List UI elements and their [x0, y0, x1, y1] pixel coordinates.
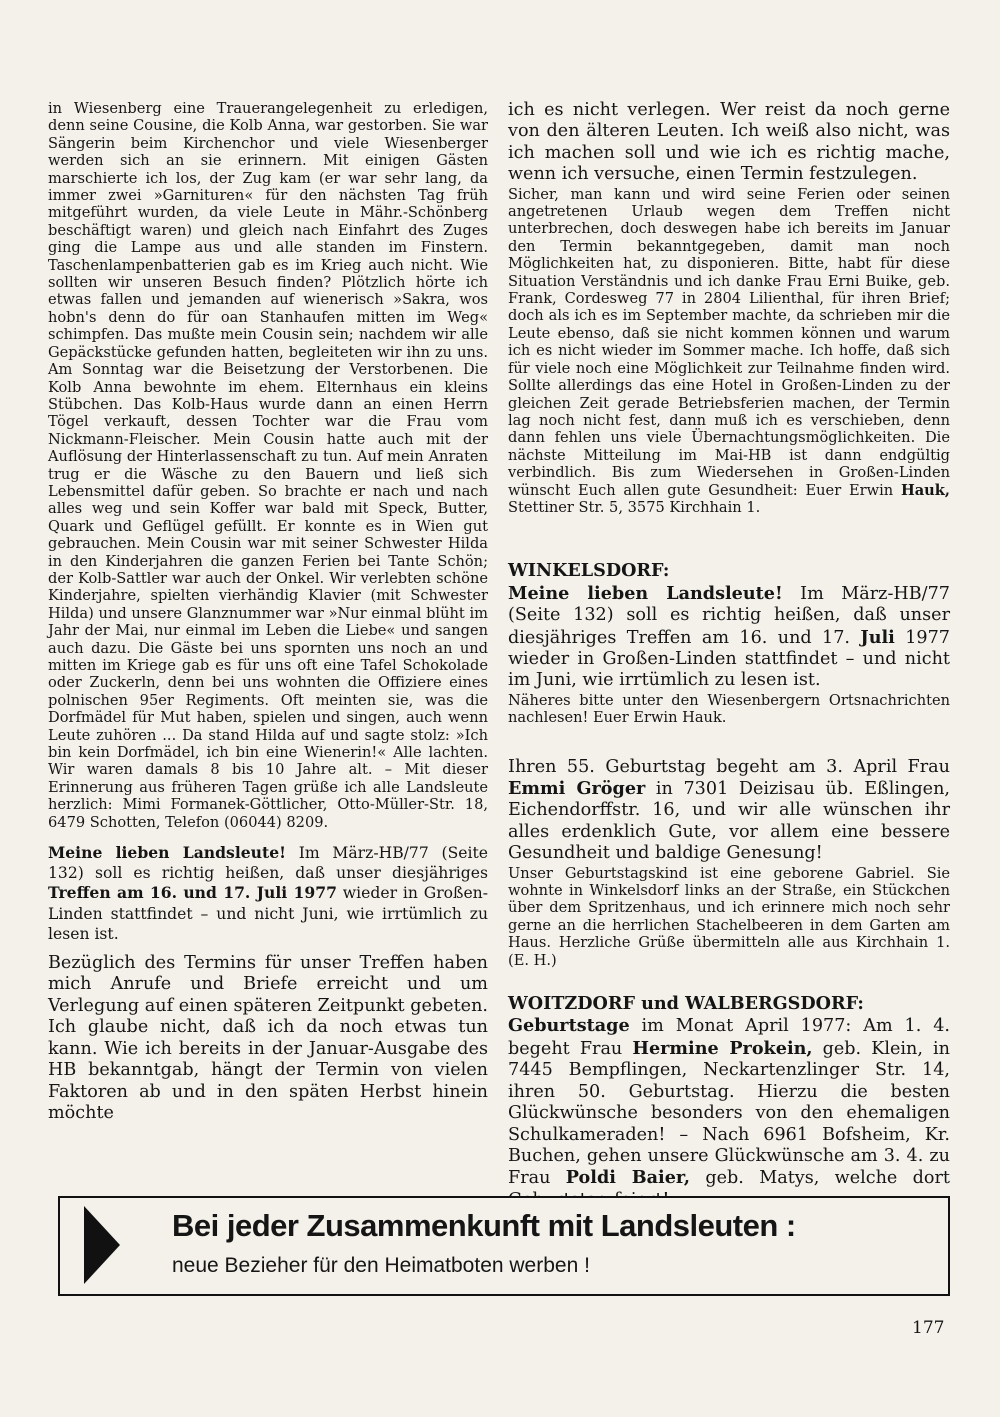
birthday-person: Emmi Gröger	[508, 778, 646, 799]
salutation: Meine lieben Landsleute!	[48, 843, 286, 863]
terms-continued: ich es nicht verlegen. Wer reist da noch gerne von den älteren Leuten. Ich weiß also nicht, was ich machen soll und wie ich es richtig mache, wenn ich versuche, einen Termin festzulegen.	[508, 100, 950, 185]
correction-notice: Meine lieben Landsleute! Im März-HB/77 (Seite 132) soll es richtig heißen, daß unser diesjähriges Treffen am 16. und 17. Juli 1977 wieder in Großen-Linden stattfindet – und nicht Juni, wie irrtümlich zu lesen ist.	[48, 843, 488, 943]
winkelsdorf-note: Näheres bitte unter den Wiesenbergern Ortsnachrichten nachlesen! Euer Erwin Hauk.	[508, 691, 950, 727]
left-column	[48, 100, 488, 1124]
memoir-paragraph: in Wiesenberg eine Trauerangelegenheit zu erledigen, denn seine Cousine, die Kolb Anna, war gestorben. Sie war Sängerin beim Kirchenchor und viele Wiesenberger werden sich an sie erinnern. Mit einigen Gästen marschierte ich los, der Zug kam (er war sehr lang, da immer zwei »Garnituren« für den nächsten Tag früh mitgeführt wurden, da viele Leute in Mähr.-Schönberg beschäftigt waren) und gleich nach Einfahrt des Zuges ging die Lampe aus und alle standen im Finstern. Taschenlampenbatterien gab es im Krieg auch nicht. Wie sollten wir unseren Besuch finden? Plötzlich hörte ich etwas fallen und jemanden auf wienerisch »Sakra, wos hobn's denn do für oan Stanhaufen mitten im Weg« schimpfen. Das mußte mein Cousin sein; nachdem wir alle Gepäckstücke gefunden hatten, begleiteten wir ihn zu uns. Am Sonntag war die Beisetzung der Verstorbenen. Die Kolb Anna bewohnte im ehem. Elternhaus ein kleins Stübchen. Das Kolb-Haus wurde dann an einen Herrn Tögel verkauft, dessen Tochter war die Frau vom Nickmann-Fleischer. Mein Cousin hatte auch mit der Auflösung der Hinterlassenschaft zu tun. Auf mein Anraten trug er die Wäsche zu den Bauern und ließ sich Lebensmittel dafür geben. So brachte er nach und nach alles weg und sein Koffer war bald mit Speck, Butter, Quark und Geflügel gefüllt. Er konnte es in Wien gut gebrauchen. Mein Cousin war mit seiner Schwester Hilda in den Kinderjahren die ganzen Ferien bei Tante Schön; der Kolb-Sattler war auch der Onkel. Wir verlebten schöne Kinderjahre, spielten vierhändig Klavier (mit Schwester Hilda) und unsere Glanznummer war »Nur einmal blüht im Jahr der Mai, nur einmal im Leben die Liebe« und sangen auch dazu. Die Gäste bei uns spornten uns noch an und mitten im Kriege gab es für uns oft eine Tafel Schokolade oder Zuckerln, denn bei uns wohnten die Offiziere eines polnischen 95er Regiments. Oft meinten sie, was die Dorfmädel für Mut haben, spielen und singen, auch wenn Leute zuhören ... Da stand Hilda auf und sagte stolz: »Ich bin kein Dorfmädel, ich bin eine Wienerin!« Alle lachten. Wir waren damals 8 bis 10 Jahre alt. – Mit dieser Erinnerung aus früheren Tagen grüße ich alle Landsleute herzlich: Mimi Formanek-Göttlicher, Otto-Müller-Str. 18, 6479 Schotten, Telefon (06044) 8209.	[48, 100, 488, 831]
woitzdorf-heading: WOITZDORF und WALBERGSDORF:	[508, 993, 864, 1015]
right-column	[508, 100, 950, 1211]
woitzdorf-birthdays: Geburtstage im Monat April 1977: Am 1. 4. begeht Frau Hermine Prokein, geb. Klein, in 7445 Bempflingen, Neckartenzlinger Str. 14, ihren 50. Geburtstag. Hierzu die besten Glückwünsche besonders von den ehemaligen Schulkameraden! – Nach 6961 Bofsheim, Kr. Buchen, gehen unsere Glückwünsche am 3. 4. zu Frau Poldi Baier, geb. Matys, welche dort	[508, 1015, 950, 1189]
banner-subline: neue Bezieher für den Heimatboten werben !	[172, 1254, 590, 1277]
subscription-banner	[58, 1196, 950, 1296]
meeting-date: Treffen am 16. und 17. Juli 1977	[48, 883, 337, 903]
winkelsdorf-notice: Meine lieben Landsleute! Im März-HB/77 (Seite 132) soll es richtig heißen, daß unser diesjähriges Treffen am 16. und 17. Juli 1977 wieder in Großen-Linden stattfindet – und nicht im Juni, wie irrtümlich zu lesen ist.	[508, 582, 950, 691]
birthday-note: Unser Geburtstagskind ist eine geborene Gabriel. Sie wohnte in Winkelsdorf links an der Straße, ein Stückchen über dem Spritzenhaus, und ich erinnere mich noch sehr gerne an die herrlichen Stachelbeeren in dem Garten am Haus. Herzliche Grüße übermitteln alle aus Kirchhain 1. (E. H.)	[508, 864, 950, 969]
author-name: Hauk,	[900, 481, 950, 499]
birthday-notice: Ihren 55. Geburtstag begeht am 3. April Frau Emmi Gröger in 7301 Deizisau üb. Eßlingen, Eichendorffstr. 16, und wir alle wünschen ihr alles erdenklich Gute, vor allem eine bessere Gesundheit und baldige Genesung!	[508, 756, 950, 864]
page-number: 177	[912, 1318, 945, 1338]
arrow-right-icon	[84, 1206, 120, 1284]
meeting-terms-paragraph: Bezüglich des Termins für unser Treffen haben mich Anrufe und Briefe erreicht und um Verlegung auf einen späteren Zeitpunkt gebeten. Ich glaube nicht, daß ich da noch etwas tun kann. Wie ich bereits in der Januar-Ausgabe des HB bekanntgab, hängt der Termin von vielen Faktoren ab und in den späten Herbst hinein möchte	[48, 953, 488, 1123]
banner-headline: Bei jeder Zusammenkunft mit Landsleuten :	[172, 1208, 796, 1243]
terms-explanation: Sicher, man kann und wird seine Ferien oder seinen angetretenen Urlaub wegen dem Treffen nicht unterbrechen, doch deswegen habe ich bereits im Januar den Termin bekanntgegeben, damit man noch Möglichkeiten hat, zu disponieren. Bitte, habt für diese Situation Verständnis und ich danke Frau Erni Buike, geb. Frank, Cordesweg 77 in 2804 Lilienthal, für ihren Brief; doch als ich es im September machte, da schrieben mir die Leute ebenso, daß sie nicht kommen können und warum ich es nicht wieder im Sommer mache. Ich hoffe, daß sich für viele noch eine Möglichkeit zur Teilnahme finden wird. Sollte allerdings das eine Hotel in Großen-Linden zu der gleichen Zeit gerade Betriebsferien machen, der Termin lag noch nicht fest, dann muß ich es verschieben, denn dann fehlen uns viele Übernachtungsmöglichkeiten. Die nächste Mitteilung im Mai-HB ist dann endgültig verbindlich. Bis zum Wiedersehen in Großen-Linden wünscht Euch allen gute Gesundheit: Euer Erwin Hauk, Stettiner Str. 5, 3575 Kirchhain 1.	[508, 185, 950, 516]
winkelsdorf-heading: WINKELSDORF:	[508, 560, 670, 582]
